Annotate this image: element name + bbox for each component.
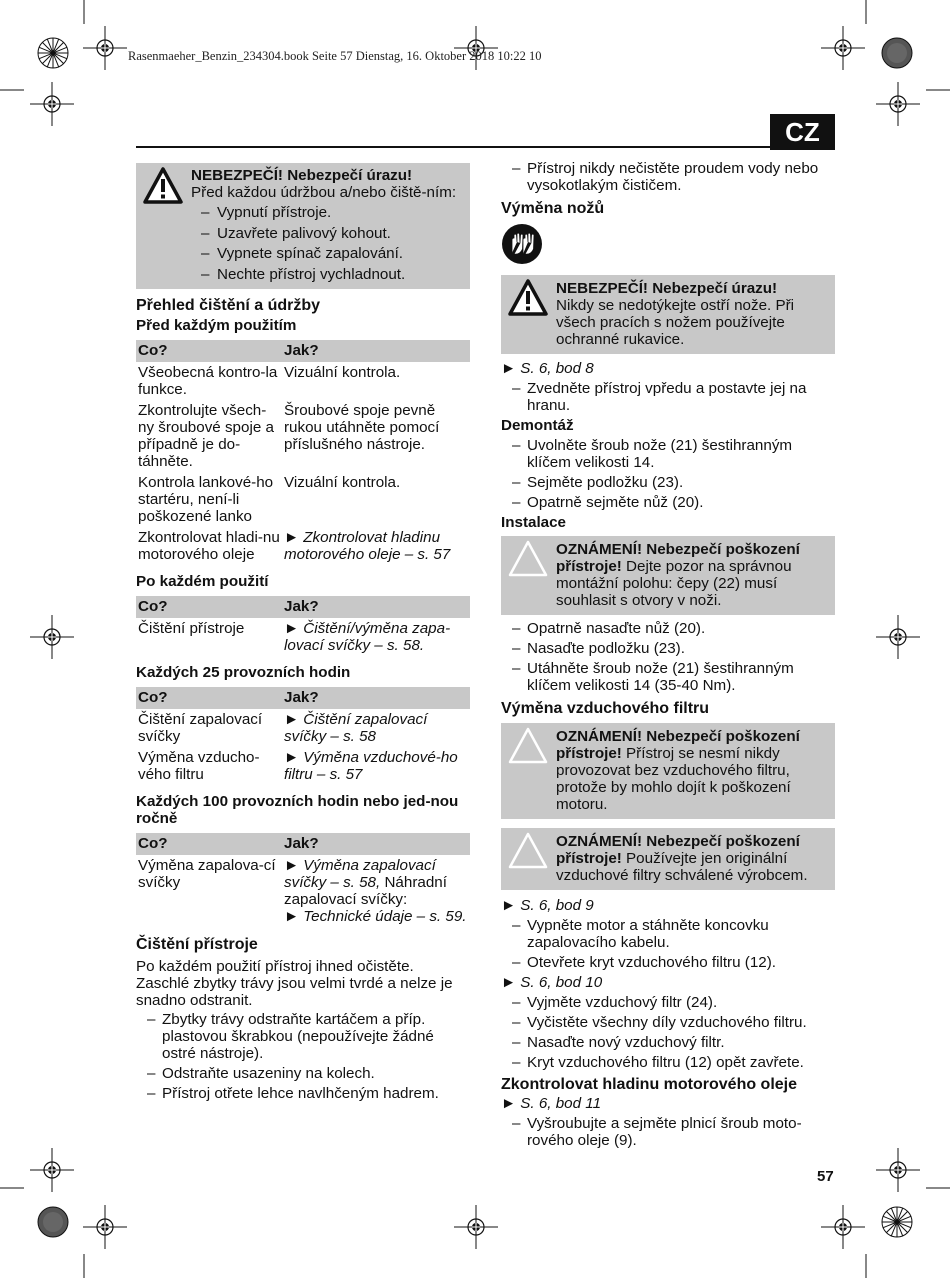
table-cell-how-link[interactable]: ► Čištění/výměna zapa-lovací svíčky – s. 58. bbox=[284, 619, 451, 654]
table-row bbox=[136, 618, 470, 656]
section-title-air-filter: Výměna vzduchového filtru bbox=[501, 700, 710, 717]
subsection-install: Instalace bbox=[501, 514, 567, 531]
instruction-step: – Utáhněte šroub nože (21) šestihranným klíčem velikosti 14 (35-40 Nm). bbox=[501, 660, 835, 694]
maintenance-table-before-use bbox=[136, 340, 470, 565]
table-cell-what: Výměna vzducho-vého filtru bbox=[138, 748, 260, 783]
table-cell-how: Šroubové spoje pevně rukou utáhněte pomocí příslušného nástroje. bbox=[284, 401, 440, 453]
notice-text: Používejte jen originální vzduchové filtry schválené výrobcem. bbox=[556, 850, 808, 884]
figure-reference[interactable]: ► S. 6, bod 8 bbox=[501, 360, 594, 377]
protective-gloves-icon bbox=[501, 223, 543, 265]
notice-text: Přístroj se nesmí nikdy provozovat bez vzduchového filtru, protože by mohlo dojít k poškození motoru. bbox=[556, 745, 791, 813]
instruction-step: – Opatrně nasaďte nůž (20). bbox=[501, 620, 835, 637]
subsection-100-hours: Každých 100 provozních hodin nebo jed-nou ročně bbox=[136, 792, 459, 827]
notice-title: OZNÁMENÍ! Nebezpečí poškození přístroje! bbox=[556, 541, 800, 575]
table-row bbox=[136, 362, 470, 400]
col-what: Co? bbox=[136, 596, 282, 618]
col-how: Jak? bbox=[282, 833, 470, 855]
warning-step: – Uzavřete palivový kohout. bbox=[191, 225, 462, 242]
table-cell-how-link[interactable]: ► Zkontrolovat hladinu motorového oleje – s. 57 bbox=[284, 528, 451, 563]
left-column bbox=[136, 163, 470, 1102]
section-title-overview: Přehled čištění a údržby bbox=[136, 296, 321, 314]
instruction-step: – Vypněte motor a stáhněte koncovku zapalovacího kabelu. bbox=[501, 917, 835, 951]
notice-box bbox=[501, 536, 835, 615]
notice-title: OZNÁMENÍ! Nebezpečí poškození přístroje! bbox=[556, 728, 800, 762]
table-cell-text: Náhradní zapalovací svíčky: bbox=[284, 873, 447, 908]
danger-warning-box bbox=[501, 275, 835, 354]
danger-warning-box bbox=[136, 163, 470, 289]
cleaning-step: – Odstraňte usazeniny na kolech. bbox=[136, 1065, 470, 1082]
language-tab: CZ bbox=[770, 114, 835, 150]
section-title-oil: Zkontrolovat hladinu motorového oleje bbox=[501, 1076, 798, 1093]
notice-triangle-icon bbox=[507, 831, 549, 871]
notice-title: OZNÁMENÍ! Nebezpečí poškození přístroje! bbox=[556, 833, 800, 867]
col-how: Jak? bbox=[282, 340, 470, 362]
instruction-step: – Nasaďte nový vzduchový filtr. bbox=[501, 1034, 835, 1051]
instruction-step: – Vyjměte vzduchový filtr (24). bbox=[501, 994, 835, 1011]
maintenance-table-100-hours bbox=[136, 833, 470, 927]
warning-text: Nikdy se nedotýkejte ostří nože. Při všech pracích s nožem používejte ochranné rukavice. bbox=[556, 297, 795, 348]
table-cell-what: Výměna zapalova-cí svíčky bbox=[138, 856, 276, 891]
right-column bbox=[501, 160, 835, 1149]
section-title-blades: Výměna nožů bbox=[501, 200, 605, 217]
notice-text: Dejte pozor na správnou montážní polohu: čepy (22) musí souhlasit s otvory v noži. bbox=[556, 558, 792, 609]
figure-reference[interactable]: ► S. 6, bod 10 bbox=[501, 974, 603, 991]
instruction-step: – Otevřete kryt vzduchového filtru (12). bbox=[501, 954, 835, 971]
table-cell-how-link[interactable]: ► Výměna vzduchové-ho filtru – s. 57 bbox=[284, 748, 458, 783]
instruction-step: – Opatrně sejměte nůž (20). bbox=[501, 494, 835, 511]
table-cell-what: Čištění zapalovací svíčky bbox=[138, 710, 263, 745]
notice-triangle-icon bbox=[507, 726, 549, 766]
notice-triangle-icon bbox=[507, 539, 549, 579]
instruction-step: – Nasaďte podložku (23). bbox=[501, 640, 835, 657]
instruction-step: – Kryt vzduchového filtru (12) opět zavřete. bbox=[501, 1054, 835, 1071]
table-row bbox=[136, 855, 470, 927]
warning-triangle-icon bbox=[142, 166, 184, 206]
col-how: Jak? bbox=[282, 596, 470, 618]
print-header: Rasenmaeher_Benzin_234304.book Seite 57 Dienstag, 16. Oktober 2018 10:22 10 bbox=[128, 49, 542, 63]
cross-reference-link[interactable]: ► Výměna zapalovací svíčky – s. 58, bbox=[284, 856, 436, 891]
table-row bbox=[136, 400, 470, 472]
warning-title: NEBEZPEČÍ! Nebezpečí úrazu! bbox=[191, 167, 413, 184]
subsection-after-use: Po každém použití bbox=[136, 572, 269, 590]
col-what: Co? bbox=[136, 687, 282, 709]
warning-step: – Vypnutí přístroje. bbox=[191, 204, 462, 221]
table-cell-how: Vizuální kontrola. bbox=[284, 473, 401, 491]
notice-box bbox=[501, 828, 835, 890]
col-what: Co? bbox=[136, 833, 282, 855]
table-cell-what: Zkontrolujte všech-ny šroubové spoje a případně je do-táhněte. bbox=[138, 401, 274, 470]
table-row bbox=[136, 472, 470, 527]
table-cell-what: Kontrola lankové-ho startéru, není-li poškozené lanko bbox=[138, 473, 274, 525]
table-cell-how: Vizuální kontrola. bbox=[284, 363, 401, 381]
instruction-step: – Zvedněte přístroj vpředu a postavte jej na hranu. bbox=[501, 380, 835, 414]
subsection-before-use: Před každým použitím bbox=[136, 316, 297, 334]
maintenance-table-after-use bbox=[136, 596, 470, 656]
cleaning-step: – Přístroj nikdy nečistěte proudem vody nebo vysokotlakým čističem. bbox=[501, 160, 835, 194]
subsection-25-hours: Každých 25 provozních hodin bbox=[136, 663, 351, 681]
col-how: Jak? bbox=[282, 687, 470, 709]
instruction-step: – Vyčistěte všechny díly vzduchového filtru. bbox=[501, 1014, 835, 1031]
table-cell-how bbox=[282, 855, 470, 927]
cleaning-step: – Zbytky trávy odstraňte kartáčem a příp. plastovou škrabkou (nepoužívejte žádné ostré nástroje). bbox=[136, 1011, 470, 1062]
warning-text: Před každou údržbou a/nebo čiště-ním: bbox=[191, 184, 457, 201]
instruction-step: – Vyšroubujte a sejměte plnicí šroub moto-rového oleje (9). bbox=[501, 1115, 835, 1149]
page-number: 57 bbox=[817, 1168, 834, 1185]
warning-title: NEBEZPEČÍ! Nebezpečí úrazu! bbox=[556, 280, 778, 297]
cross-reference-link[interactable]: ► Technické údaje – s. 59. bbox=[284, 907, 467, 925]
warning-step: – Vypnete spínač zapalování. bbox=[191, 245, 462, 262]
table-row bbox=[136, 709, 470, 747]
figure-reference[interactable]: ► S. 6, bod 11 bbox=[501, 1095, 602, 1112]
table-cell-what: Všeobecná kontro-la funkce. bbox=[138, 363, 278, 398]
subsection-dismount: Demontáž bbox=[501, 417, 574, 434]
table-row bbox=[136, 527, 470, 565]
warning-triangle-icon bbox=[507, 278, 549, 318]
instruction-step: – Uvolněte šroub nože (21) šestihranným klíčem velikosti 14. bbox=[501, 437, 835, 471]
warning-step: – Nechte přístroj vychladnout. bbox=[191, 266, 462, 283]
notice-box bbox=[501, 723, 835, 819]
figure-reference[interactable]: ► S. 6, bod 9 bbox=[501, 897, 594, 914]
section-title-cleaning: Čištění přístroje bbox=[136, 935, 258, 953]
cleaning-step: – Přístroj otřete lehce navlhčeným hadrem. bbox=[136, 1085, 470, 1102]
table-row bbox=[136, 747, 470, 785]
col-what: Co? bbox=[136, 340, 282, 362]
table-cell-how-link[interactable]: ► Čištění zapalovací svíčky – s. 58 bbox=[284, 710, 428, 745]
header-rule bbox=[136, 146, 770, 148]
cleaning-paragraph: Po každém použití přístroj ihned očistěte. Zaschlé zbytky trávy jsou velmi tvrdé a nelze je snadno odstranit. bbox=[136, 957, 453, 1009]
maintenance-table-25-hours bbox=[136, 687, 470, 785]
table-cell-what: Zkontrolovat hladi-nu motorového oleje bbox=[138, 528, 280, 563]
table-cell-what: Čištění přístroje bbox=[138, 619, 245, 637]
instruction-step: – Sejměte podložku (23). bbox=[501, 474, 835, 491]
